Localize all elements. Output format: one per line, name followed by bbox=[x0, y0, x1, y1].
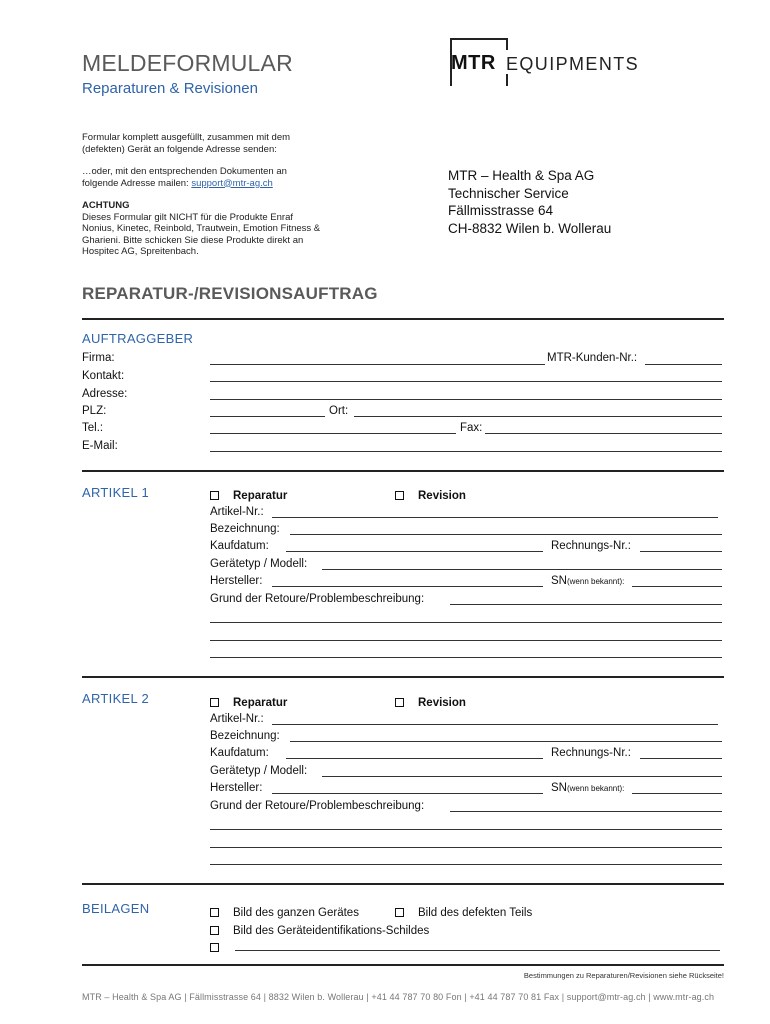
article1-grund-field[interactable] bbox=[450, 604, 722, 605]
label-adresse: Adresse: bbox=[82, 388, 128, 400]
fax-field[interactable] bbox=[485, 433, 722, 434]
attachment-option-id-plate[interactable] bbox=[210, 921, 429, 939]
article2-label-kaufdatum: Kaufdatum: bbox=[210, 747, 269, 759]
article1-artikel-nr-field[interactable] bbox=[272, 517, 718, 518]
article1-hersteller-field[interactable] bbox=[272, 586, 543, 587]
article2-rechnungs-nr-field[interactable] bbox=[640, 758, 722, 759]
article2-sn-field[interactable] bbox=[632, 793, 722, 794]
article1-grund-line-2[interactable] bbox=[210, 622, 722, 623]
intro-mail-prefix: …oder, mit den entsprechenden Dokumenten an folgende Adresse mailen: bbox=[82, 166, 287, 189]
warning-title: ACHTUNG bbox=[82, 200, 130, 211]
attachment-other-field[interactable] bbox=[235, 950, 720, 951]
article1-revision-checkbox[interactable] bbox=[395, 491, 404, 500]
article1-kaufdatum-field[interactable] bbox=[286, 551, 543, 552]
section-divider bbox=[82, 318, 724, 320]
label-email: E-Mail: bbox=[82, 440, 118, 452]
attachment-option-defect-part[interactable] bbox=[395, 903, 532, 921]
article2-grund-line-3[interactable] bbox=[210, 847, 722, 848]
article1-revision-option[interactable] bbox=[395, 486, 466, 504]
attachment-option-other[interactable] bbox=[210, 938, 233, 956]
address-line-2: Technischer Service bbox=[448, 185, 569, 201]
article1-geraetetyp-field[interactable] bbox=[322, 569, 722, 570]
attachments-title: BEILAGEN bbox=[82, 901, 150, 916]
label-firma: Firma: bbox=[82, 352, 115, 364]
label-tel: Tel.: bbox=[82, 422, 104, 434]
article2-revision-checkbox[interactable] bbox=[395, 698, 404, 707]
article2-label-hersteller: Hersteller: bbox=[210, 782, 263, 794]
service-address bbox=[448, 167, 611, 237]
article2-revision-label: Revision bbox=[418, 697, 466, 709]
attachment-id-plate-label: Bild des Geräteidentifikations-Schildes bbox=[233, 925, 430, 937]
address-line-4: CH-8832 Wilen b. Wollerau bbox=[448, 220, 612, 236]
plz-field[interactable] bbox=[210, 416, 325, 417]
article1-label-kaufdatum: Kaufdatum: bbox=[210, 540, 269, 552]
article2-reparatur-option[interactable] bbox=[210, 693, 287, 711]
article1-title: ARTIKEL 1 bbox=[82, 485, 150, 500]
page-title: MELDEFORMULAR bbox=[82, 50, 293, 76]
support-email-link[interactable]: support@mtr-ag.ch bbox=[191, 177, 273, 189]
warning-text: Dieses Formular gilt NICHT für die Produkte Enraf Nonius, Kinetec, Reinbold, Trautwein, Emotion Fitness & Gharieni. Bitte schicken Sie diese Produkte direkt an Hospitec AG, Spreitenbach. bbox=[82, 211, 321, 257]
article1-label-rechnungs-nr: Rechnungs-Nr.: bbox=[551, 540, 631, 552]
email-field[interactable] bbox=[210, 451, 722, 452]
label-kontakt: Kontakt: bbox=[82, 370, 125, 382]
article1-revision-label: Revision bbox=[418, 490, 466, 502]
client-section-title: AUFTRAGGEBER bbox=[82, 331, 194, 346]
article1-divider bbox=[82, 676, 724, 678]
article1-reparatur-checkbox[interactable] bbox=[210, 491, 219, 500]
article2-geraetetyp-field[interactable] bbox=[322, 776, 722, 777]
attachments-divider bbox=[82, 964, 724, 966]
article2-bezeichnung-field[interactable] bbox=[290, 741, 722, 742]
kunden-nr-field[interactable] bbox=[645, 364, 722, 365]
kontakt-field[interactable] bbox=[210, 381, 722, 382]
attachment-whole-device-label: Bild des ganzen Gerätes bbox=[233, 907, 359, 919]
article2-grund-line-2[interactable] bbox=[210, 829, 722, 830]
article2-label-geraetetyp: Gerätetyp / Modell: bbox=[210, 765, 308, 777]
article2-reparatur-label: Reparatur bbox=[233, 697, 288, 709]
address-line-1: MTR – Health & Spa AG bbox=[448, 168, 595, 183]
article2-title: ARTIKEL 2 bbox=[82, 691, 150, 706]
intro-text: Formular komplett ausgefüllt, zusammen mit dem (defekten) Gerät an folgende Adresse senden: bbox=[82, 132, 291, 155]
address-line-3: Fällmisstrasse 64 bbox=[448, 203, 554, 218]
article2-label-rechnungs-nr: Rechnungs-Nr.: bbox=[551, 747, 631, 759]
article2-label-grund: Grund der Retoure/Problembeschreibung: bbox=[210, 800, 425, 812]
warning-box bbox=[82, 200, 322, 258]
article2-sn-text: SN bbox=[551, 782, 567, 794]
intro-mail-text bbox=[82, 166, 322, 189]
article1-grund-line-3[interactable] bbox=[210, 640, 722, 641]
article2-label-bezeichnung: Bezeichnung: bbox=[210, 730, 280, 742]
attachment-whole-device-checkbox[interactable] bbox=[210, 908, 219, 917]
attachment-other-checkbox[interactable] bbox=[210, 943, 219, 952]
section-title: REPARATUR-/REVISIONSAUFTRAG bbox=[82, 284, 378, 303]
attachment-defect-part-checkbox[interactable] bbox=[395, 908, 404, 917]
article2-reparatur-checkbox[interactable] bbox=[210, 698, 219, 707]
firma-field[interactable] bbox=[210, 364, 545, 365]
article2-label-artikel-nr: Artikel-Nr.: bbox=[210, 713, 264, 725]
article1-label-hersteller: Hersteller: bbox=[210, 575, 263, 587]
article2-kaufdatum-field[interactable] bbox=[286, 758, 543, 759]
footer-contact: MTR – Health & Spa AG | Fällmisstrasse 64 | 8832 Wilen b. Wollerau | +41 44 787 70 80 Fon | +41 44 787 70 81 Fax | support@mtr-ag.ch | www.mtr-ag.ch bbox=[82, 992, 715, 1002]
label-fax: Fax: bbox=[460, 422, 483, 434]
article1-label-grund: Grund der Retoure/Problembeschreibung: bbox=[210, 593, 425, 605]
page-subtitle: Reparaturen & Revisionen bbox=[82, 80, 258, 97]
label-plz: PLZ: bbox=[82, 405, 107, 417]
attachment-defect-part-label: Bild des defekten Teils bbox=[418, 907, 533, 919]
article1-reparatur-option[interactable] bbox=[210, 486, 287, 504]
logo-mtr: MTR bbox=[451, 52, 496, 74]
article1-rechnungs-nr-field[interactable] bbox=[640, 551, 722, 552]
article2-divider bbox=[82, 883, 724, 885]
logo-equipments: EQUIPMENTS bbox=[506, 54, 640, 74]
label-ort: Ort: bbox=[329, 405, 349, 417]
footer-note: Bestimmungen zu Reparaturen/Revisionen siehe Rückseite! bbox=[523, 971, 724, 980]
mtr-logo bbox=[448, 38, 640, 88]
article1-label-geraetetyp: Gerätetyp / Modell: bbox=[210, 558, 308, 570]
article1-label-sn bbox=[551, 574, 624, 589]
article2-revision-option[interactable] bbox=[395, 693, 466, 711]
article1-sn-text: SN bbox=[551, 575, 567, 587]
article1-sn-field[interactable] bbox=[632, 586, 722, 587]
tel-field[interactable] bbox=[210, 433, 456, 434]
ort-field[interactable] bbox=[354, 416, 722, 417]
article2-sn-hint: (wenn bekannt): bbox=[566, 784, 625, 793]
article1-reparatur-label: Reparatur bbox=[233, 490, 288, 502]
article1-bezeichnung-field[interactable] bbox=[290, 534, 722, 535]
adresse-field[interactable] bbox=[210, 399, 722, 400]
article1-label-artikel-nr: Artikel-Nr.: bbox=[210, 506, 264, 518]
article1-label-bezeichnung: Bezeichnung: bbox=[210, 523, 280, 535]
article2-grund-line-4[interactable] bbox=[210, 864, 722, 865]
client-divider bbox=[82, 470, 724, 472]
attachment-id-plate-checkbox[interactable] bbox=[210, 926, 219, 935]
article1-grund-line-4[interactable] bbox=[210, 657, 722, 658]
article2-artikel-nr-field[interactable] bbox=[272, 724, 718, 725]
article1-sn-hint: (wenn bekannt): bbox=[566, 577, 625, 586]
article2-grund-field[interactable] bbox=[450, 811, 722, 812]
attachment-option-whole-device[interactable] bbox=[210, 903, 359, 921]
article2-label-sn bbox=[551, 781, 624, 796]
label-kunden-nr: MTR-Kunden-Nr.: bbox=[547, 352, 638, 364]
article2-hersteller-field[interactable] bbox=[272, 793, 543, 794]
